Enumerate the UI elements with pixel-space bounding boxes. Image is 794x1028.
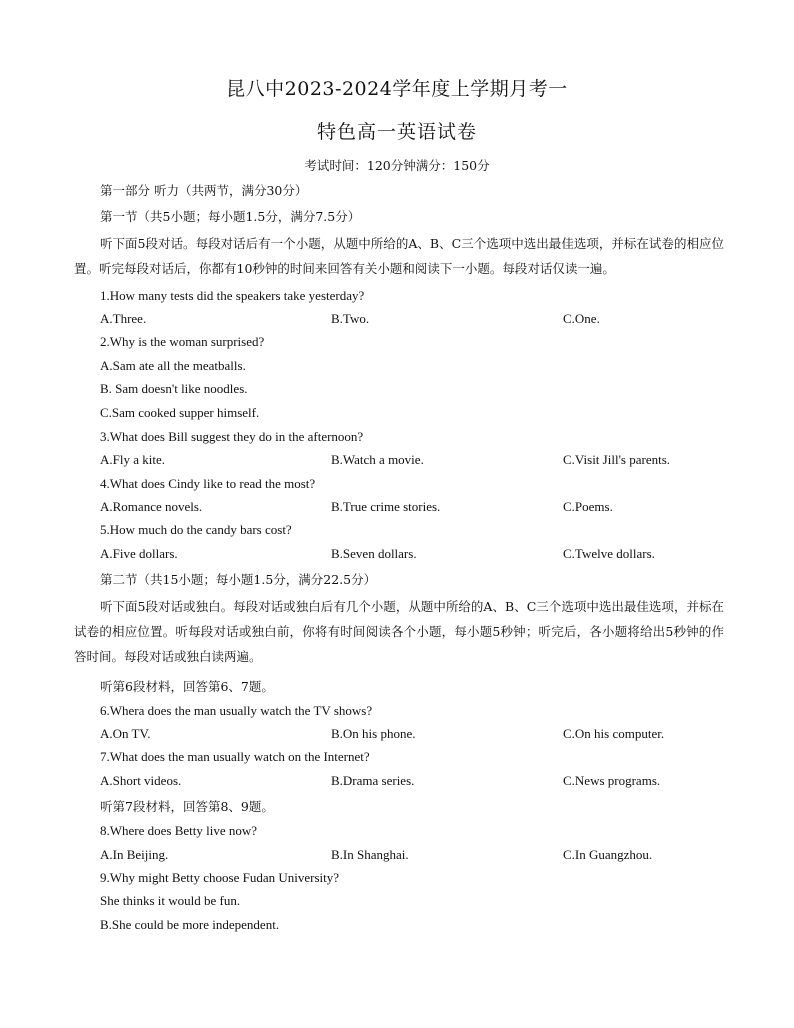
question-8: 8.Where does Betty live now? bbox=[100, 823, 258, 838]
q2-option-a: A.Sam ate all the meatballs. bbox=[100, 358, 246, 373]
section1-heading: 第一节（共5小题；每小题1.5分，满分7.5分） bbox=[100, 209, 361, 224]
q4-option-a: A.Romance novels. bbox=[100, 499, 203, 514]
q5-option-c: C.Twelve dollars. bbox=[563, 546, 655, 561]
q1-option-a: A.Three. bbox=[100, 311, 147, 326]
q4-option-c: C.Poems. bbox=[563, 499, 613, 514]
material-6-heading: 听第6段材料，回答第6、7题。 bbox=[100, 679, 274, 694]
question-4: 4.What does Cindy like to read the most? bbox=[100, 476, 316, 491]
exam-title: 昆八中2023-2024学年度上学期月考一 bbox=[226, 78, 568, 100]
q1-option-c: C.One. bbox=[563, 311, 600, 326]
section1-instructions: 听下面5段对话。每段对话后有一个小题，从题中所给的A、B、C三个选项中选出最佳选项，并标在试卷的相应位置。听完每段对话后，你都有10秒钟的时间来回答有关小题和阅读下一小题。每段对话仅读一遍。 bbox=[74, 236, 724, 276]
q7-option-b: B.Drama series. bbox=[331, 773, 415, 788]
material-7-heading: 听第7段材料，回答第8、9题。 bbox=[100, 799, 274, 814]
question-7: 7.What does the man usually watch on the Internet? bbox=[100, 749, 370, 764]
q8-option-a: A.In Beijing. bbox=[100, 847, 169, 862]
q5-option-b: B.Seven dollars. bbox=[331, 546, 417, 561]
question-6: 6.Whera does the man usually watch the TV shows? bbox=[100, 703, 373, 718]
q1-option-b: B.Two. bbox=[331, 311, 370, 326]
question-5: 5.How much do the candy bars cost? bbox=[100, 522, 292, 537]
exam-info: 考试时间：120分钟满分：150分 bbox=[304, 158, 490, 173]
q9-option-b: B.She could be more independent. bbox=[100, 917, 280, 932]
question-2: 2.Why is the woman surprised? bbox=[100, 334, 265, 349]
q7-option-a: A.Short videos. bbox=[100, 773, 182, 788]
question-1: 1.How many tests did the speakers take yesterday? bbox=[100, 288, 365, 303]
q7-option-c: C.News programs. bbox=[563, 773, 661, 788]
q5-option-a: A.Five dollars. bbox=[100, 546, 178, 561]
exam-subtitle: 特色高一英语试卷 bbox=[316, 121, 477, 143]
q2-option-b: B. Sam doesn't like noodles. bbox=[100, 381, 248, 396]
q3-option-a: A.Fly a kite. bbox=[100, 452, 165, 467]
q6-option-b: B.On his phone. bbox=[331, 726, 416, 741]
q6-option-c: C.On his computer. bbox=[563, 726, 665, 741]
section2-instructions: 听下面5段对话或独白。每段对话或独白后有几个小题，从题中所给的A、B、C三个选项中选出最佳选项，并标在试卷的相应位置。听每段对话或独白前，你将有时间阅读各个小题，每小题5秒钟；听完后，各小题将给出5秒钟的作答时间。每段对话或独白读两遍。 bbox=[74, 599, 724, 664]
q9-option-a: She thinks it would be fun. bbox=[100, 893, 241, 908]
q6-option-a: A.On TV. bbox=[100, 726, 151, 741]
q3-option-c: C.Visit Jill's parents. bbox=[563, 452, 671, 467]
section2-heading: 第二节（共15小题；每小题1.5分，满分22.5分） bbox=[100, 572, 377, 587]
question-9: 9.Why might Betty choose Fudan University? bbox=[100, 870, 340, 885]
q3-option-b: B.Watch a movie. bbox=[331, 452, 424, 467]
q4-option-b: B.True crime stories. bbox=[331, 499, 441, 514]
q8-option-b: B.In Shanghai. bbox=[331, 847, 409, 862]
question-3: 3.What does Bill suggest they do in the afternoon? bbox=[100, 429, 364, 444]
part1-heading: 第一部分 听力（共两节，满分30分） bbox=[100, 183, 308, 198]
q8-option-c: C.In Guangzhou. bbox=[563, 847, 653, 862]
q2-option-c: C.Sam cooked supper himself. bbox=[100, 405, 260, 420]
